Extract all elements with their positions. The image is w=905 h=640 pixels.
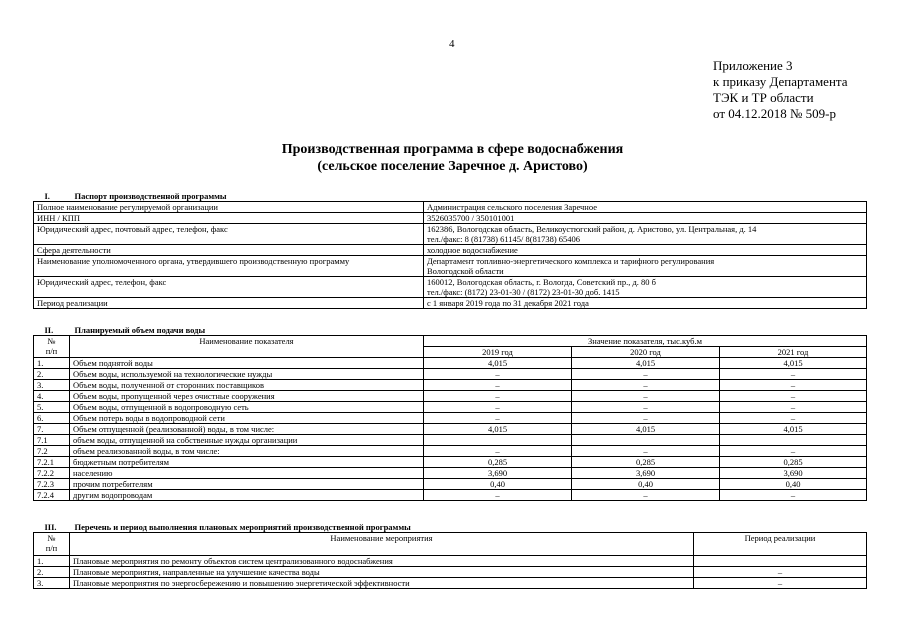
passport-value-line: Вологодской области bbox=[427, 266, 504, 276]
passport-value bbox=[424, 245, 867, 256]
row-name: другим водопроводам bbox=[70, 490, 424, 501]
passport-value-line: Департамент топливно-энергетического комплекса и тарифного регулирования bbox=[427, 256, 715, 266]
passport-label: Юридический адрес, почтовый адрес, телефон, факс bbox=[34, 224, 424, 245]
col-num-header: № п/п bbox=[34, 533, 70, 556]
row-number: 7.2.4 bbox=[34, 490, 70, 501]
col-period-header: Период реализации bbox=[694, 533, 867, 556]
passport-row bbox=[34, 213, 867, 224]
section-1-heading bbox=[34, 191, 867, 202]
row-value: – bbox=[424, 402, 572, 413]
passport-table bbox=[33, 191, 867, 309]
row-value: 0,285 bbox=[424, 457, 572, 468]
appendix-block bbox=[713, 58, 848, 122]
section-1-number: I. bbox=[44, 191, 50, 201]
row-number: 3. bbox=[34, 380, 70, 391]
row-value: – bbox=[720, 413, 867, 424]
section-1-title: Паспорт производственной программы bbox=[74, 191, 227, 201]
table-row bbox=[34, 424, 867, 435]
table-row bbox=[34, 556, 867, 567]
table-row bbox=[34, 490, 867, 501]
table-row bbox=[34, 380, 867, 391]
row-number: 1. bbox=[34, 358, 70, 369]
table-row bbox=[34, 369, 867, 380]
row-number: 7.2.1 bbox=[34, 457, 70, 468]
table-row bbox=[34, 578, 867, 589]
passport-value-line: 160012, Вологодская область, г. Вологда, Советский пр., д. 80 б bbox=[427, 277, 657, 287]
row-number: 7.1 bbox=[34, 435, 70, 446]
passport-value-line: с 1 января 2019 года по 31 декабря 2021 года bbox=[427, 298, 589, 308]
measures-table bbox=[33, 522, 867, 589]
row-value: 0,40 bbox=[572, 479, 720, 490]
row-number: 1. bbox=[34, 556, 70, 567]
row-value: – bbox=[720, 380, 867, 391]
row-value: – bbox=[572, 402, 720, 413]
passport-row bbox=[34, 277, 867, 298]
row-number: 5. bbox=[34, 402, 70, 413]
row-value: – bbox=[424, 380, 572, 391]
row-value: – bbox=[424, 446, 572, 457]
row-value: – bbox=[572, 380, 720, 391]
passport-value-line: холодное водоснабжение bbox=[427, 245, 518, 255]
row-name: объем воды, отпущенной на собственные нужды организации bbox=[70, 435, 424, 446]
row-value: – bbox=[720, 446, 867, 457]
passport-label: ИНН / КПП bbox=[34, 213, 424, 224]
row-number: 4. bbox=[34, 391, 70, 402]
passport-label: Полное наименование регулируемой организации bbox=[34, 202, 424, 213]
passport-row bbox=[34, 202, 867, 213]
row-value: 4,015 bbox=[424, 424, 572, 435]
passport-value bbox=[424, 277, 867, 298]
row-value: – bbox=[720, 369, 867, 380]
row-name: прочим потребителям bbox=[70, 479, 424, 490]
row-number: 2. bbox=[34, 567, 70, 578]
row-value: 3,690 bbox=[424, 468, 572, 479]
row-value: – bbox=[424, 369, 572, 380]
passport-label: Период реализации bbox=[34, 298, 424, 309]
table-row bbox=[34, 435, 867, 446]
row-value: 4,015 bbox=[572, 358, 720, 369]
passport-value-line: тел./факс: (8172) 23-01-30 / (8172) 23-01-30 доб. 1415 bbox=[427, 287, 620, 297]
row-number: 7.2.2 bbox=[34, 468, 70, 479]
passport-value-line: Администрация сельского поселения Заречное bbox=[427, 202, 597, 212]
passport-value bbox=[424, 202, 867, 213]
passport-value bbox=[424, 298, 867, 309]
row-value: – bbox=[572, 446, 720, 457]
year-header: 2021 год bbox=[720, 347, 867, 358]
row-value: – bbox=[424, 413, 572, 424]
appendix-line-4: от 04.12.2018 № 509-р bbox=[713, 106, 836, 121]
row-value: 0,40 bbox=[720, 479, 867, 490]
table-row bbox=[34, 391, 867, 402]
page-number: 4 bbox=[449, 38, 455, 50]
appendix-line-2: к приказу Департамента bbox=[713, 74, 848, 89]
row-name: Объем воды, полученной от сторонних поставщиков bbox=[70, 380, 424, 391]
row-value: 0,40 bbox=[424, 479, 572, 490]
row-name: Объем воды, пропущенной через очистные сооружения bbox=[70, 391, 424, 402]
passport-label: Наименование уполномоченного органа, утвердившего производственную программу bbox=[34, 256, 424, 277]
year-header: 2020 год bbox=[572, 347, 720, 358]
row-name: Плановые мероприятия по ремонту объектов систем централизованного водоснабжения bbox=[70, 556, 694, 567]
section-2-number: II. bbox=[44, 325, 54, 335]
table-row bbox=[34, 446, 867, 457]
table-row bbox=[34, 402, 867, 413]
row-value: 3,690 bbox=[720, 468, 867, 479]
passport-value-line: тел./факс: 8 (81738) 61145/ 8(81738) 65406 bbox=[427, 234, 581, 244]
row-name: объем реализованной воды, в том числе: bbox=[70, 446, 424, 457]
table-row bbox=[34, 468, 867, 479]
col-num-header: № п/п bbox=[34, 336, 70, 358]
row-value: 4,015 bbox=[572, 424, 720, 435]
row-value: – bbox=[720, 391, 867, 402]
appendix-line-1: Приложение 3 bbox=[713, 58, 793, 73]
row-value: – bbox=[572, 391, 720, 402]
row-value: 4,015 bbox=[424, 358, 572, 369]
row-value: – bbox=[572, 369, 720, 380]
section-2-title: Планируемый объем подачи воды bbox=[74, 325, 206, 335]
row-value bbox=[572, 435, 720, 446]
passport-row bbox=[34, 224, 867, 245]
row-name: Объем потерь воды в водопроводной сети bbox=[70, 413, 424, 424]
row-value: – bbox=[572, 490, 720, 501]
section-3-title: Перечень и период выполнения плановых мероприятий производственной программы bbox=[74, 522, 411, 532]
section-3-heading bbox=[34, 522, 867, 533]
passport-value-line: 3526035700 / 350101001 bbox=[427, 213, 515, 223]
row-period: – bbox=[694, 578, 867, 589]
row-name: Объем воды, отпущенной в водопроводную сеть bbox=[70, 402, 424, 413]
table-row bbox=[34, 479, 867, 490]
passport-value bbox=[424, 224, 867, 245]
row-period bbox=[694, 556, 867, 567]
row-value: 3,690 bbox=[572, 468, 720, 479]
table-2-header-row-1 bbox=[34, 336, 867, 347]
row-value bbox=[424, 435, 572, 446]
col-name-header: Наименование показателя bbox=[70, 336, 424, 358]
col-measure-header: Наименование мероприятия bbox=[70, 533, 694, 556]
row-value: 4,015 bbox=[720, 424, 867, 435]
title-line-2: (сельское поселение Заречное д. Аристово) bbox=[317, 159, 588, 174]
row-value: – bbox=[720, 490, 867, 501]
row-name: Плановые мероприятия, направленные на улучшение качества воды bbox=[70, 567, 694, 578]
row-number: 3. bbox=[34, 578, 70, 589]
row-value: – bbox=[424, 391, 572, 402]
row-number: 7.2 bbox=[34, 446, 70, 457]
row-number: 7.2.3 bbox=[34, 479, 70, 490]
year-header: 2019 год bbox=[424, 347, 572, 358]
row-value: 0,285 bbox=[572, 457, 720, 468]
passport-row bbox=[34, 245, 867, 256]
passport-value bbox=[424, 256, 867, 277]
water-supply-table bbox=[33, 325, 867, 501]
passport-label: Юридический адрес, телефон, факс bbox=[34, 277, 424, 298]
row-number: 6. bbox=[34, 413, 70, 424]
passport-row bbox=[34, 256, 867, 277]
table-row bbox=[34, 457, 867, 468]
row-name: населению bbox=[70, 468, 424, 479]
section-3-number: III. bbox=[44, 522, 57, 532]
table-3-header-row bbox=[34, 533, 867, 556]
col-values-header: Значение показателя, тыс.куб.м bbox=[424, 336, 867, 347]
row-value: – bbox=[572, 413, 720, 424]
row-name: Объем поднятой воды bbox=[70, 358, 424, 369]
table-row bbox=[34, 413, 867, 424]
title-line-1: Производственная программа в сфере водоснабжения bbox=[281, 142, 624, 157]
passport-row bbox=[34, 298, 867, 309]
row-number: 7. bbox=[34, 424, 70, 435]
row-value: 0,285 bbox=[720, 457, 867, 468]
row-name: бюджетным потребителям bbox=[70, 457, 424, 468]
row-value bbox=[720, 435, 867, 446]
table-row bbox=[34, 567, 867, 578]
section-2-heading bbox=[34, 325, 867, 336]
passport-value bbox=[424, 213, 867, 224]
row-value: – bbox=[424, 490, 572, 501]
passport-label: Сфера деятельности bbox=[34, 245, 424, 256]
row-number: 2. bbox=[34, 369, 70, 380]
row-value: – bbox=[720, 402, 867, 413]
row-name: Плановые мероприятия по энергосбережению и повышению энергетической эффективности bbox=[70, 578, 694, 589]
row-name: Объем отпущенной (реализованной) воды, в том числе: bbox=[70, 424, 424, 435]
document-title bbox=[0, 141, 905, 175]
table-row bbox=[34, 358, 867, 369]
appendix-line-3: ТЭК и ТР области bbox=[713, 90, 814, 105]
row-period: – bbox=[694, 567, 867, 578]
row-value: 4,015 bbox=[720, 358, 867, 369]
row-name: Объем воды, используемой на технологические нужды bbox=[70, 369, 424, 380]
passport-value-line: 162386, Вологодская область, Великоустюгский район, д. Аристово, ул. Центральная, д. 14 bbox=[427, 224, 757, 234]
